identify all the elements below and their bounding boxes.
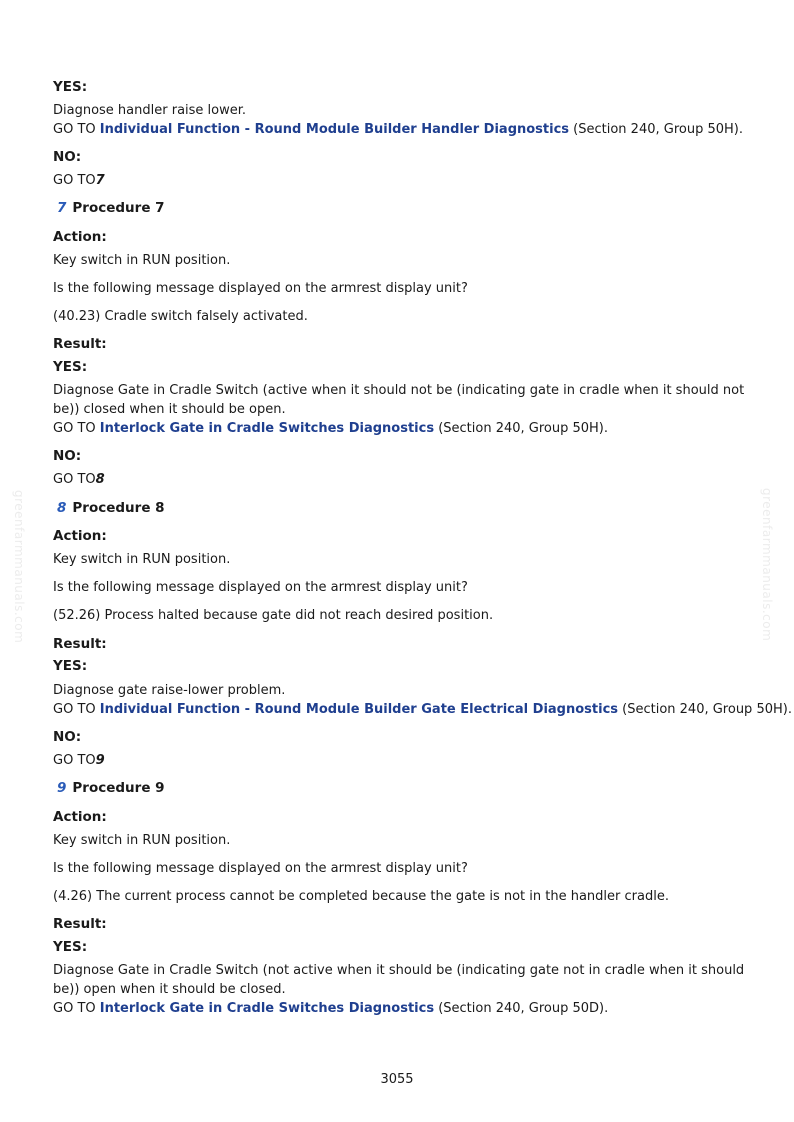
action-label: Action: [53, 528, 107, 544]
action-message: (52.26) Process halted because gate did not reach desired position. [53, 608, 494, 623]
link-interlock-gate-diagnostics[interactable]: Interlock Gate in Cradle Switches Diagnostics [99, 421, 435, 436]
yes-label: YES: [53, 79, 88, 95]
no-goto-text: GO TO [53, 173, 96, 188]
no-goto-text: GO TO [53, 753, 96, 768]
no-goto [53, 470, 105, 489]
procedure-7-heading [57, 199, 165, 218]
yes-text: Diagnose Gate in Cradle Switch (active when it should not be (indicating gate in cradle when it should not [53, 383, 745, 398]
procedure-8-number: 8 [57, 500, 67, 516]
action-label: Action: [53, 229, 107, 245]
result-label: Result: [53, 636, 107, 652]
yes-text-cont: be)) open when it should be closed. [53, 982, 286, 997]
watermark-left: greenfarmmanuals.com [12, 490, 26, 644]
goto-line [53, 700, 792, 719]
page-number: 3055 [380, 1072, 414, 1087]
watermark-right: greenfarmmanuals.com [760, 488, 774, 642]
yes-label: YES: [53, 939, 88, 955]
procedure-8-title: Procedure 8 [72, 500, 165, 516]
action-message: (40.23) Cradle switch falsely activated. [53, 309, 308, 324]
no-label: NO: [53, 729, 82, 745]
goto-prefix: GO TO [53, 122, 100, 137]
link-gate-electrical-diagnostics[interactable]: Individual Function - Round Module Builder Gate Electrical Diagnostics [99, 702, 619, 717]
no-label: NO: [53, 448, 82, 464]
yes-text: Diagnose handler raise lower. [53, 103, 247, 118]
goto-suffix: (Section 240, Group 50H). [618, 702, 792, 717]
yes-text-cont: be)) closed when it should be open. [53, 402, 286, 417]
yes-label: YES: [53, 359, 88, 375]
goto-line [53, 120, 743, 139]
goto-line [53, 419, 608, 438]
action-message: (4.26) The current process cannot be completed because the gate is not in the handler cradle. [53, 889, 669, 904]
goto-procedure-8[interactable]: 8 [95, 472, 105, 487]
yes-text: Diagnose gate raise-lower problem. [53, 683, 286, 698]
goto-line [53, 999, 608, 1018]
procedure-9-title: Procedure 9 [72, 780, 165, 796]
no-label: NO: [53, 149, 82, 165]
goto-prefix: GO TO [53, 421, 100, 436]
no-goto-text: GO TO [53, 472, 96, 487]
action-step: Key switch in RUN position. [53, 253, 231, 268]
goto-suffix: (Section 240, Group 50H). [569, 122, 743, 137]
action-step: Key switch in RUN position. [53, 833, 231, 848]
procedure-7-number: 7 [57, 200, 67, 216]
result-label: Result: [53, 336, 107, 352]
action-question: Is the following message displayed on the armrest display unit? [53, 861, 468, 876]
result-label: Result: [53, 916, 107, 932]
no-goto [53, 751, 105, 770]
goto-procedure-7[interactable]: 7 [95, 173, 105, 188]
link-interlock-gate-diagnostics[interactable]: Interlock Gate in Cradle Switches Diagnostics [99, 1001, 435, 1016]
link-handler-diagnostics[interactable]: Individual Function - Round Module Builder Handler Diagnostics [99, 122, 570, 137]
yes-label: YES: [53, 658, 88, 674]
no-goto [53, 171, 105, 190]
goto-suffix: (Section 240, Group 50D). [434, 1001, 609, 1016]
procedure-9-heading [57, 779, 165, 798]
procedure-9-number: 9 [57, 780, 67, 796]
action-question: Is the following message displayed on the armrest display unit? [53, 580, 468, 595]
action-step: Key switch in RUN position. [53, 552, 231, 567]
goto-prefix: GO TO [53, 1001, 100, 1016]
yes-text: Diagnose Gate in Cradle Switch (not active when it should be (indicating gate not in cradle when it should [53, 963, 745, 978]
procedure-8-heading [57, 499, 165, 518]
procedure-7-title: Procedure 7 [72, 200, 165, 216]
action-question: Is the following message displayed on the armrest display unit? [53, 281, 468, 296]
action-label: Action: [53, 809, 107, 825]
goto-procedure-9[interactable]: 9 [95, 753, 105, 768]
goto-suffix: (Section 240, Group 50H). [434, 421, 609, 436]
goto-prefix: GO TO [53, 702, 100, 717]
